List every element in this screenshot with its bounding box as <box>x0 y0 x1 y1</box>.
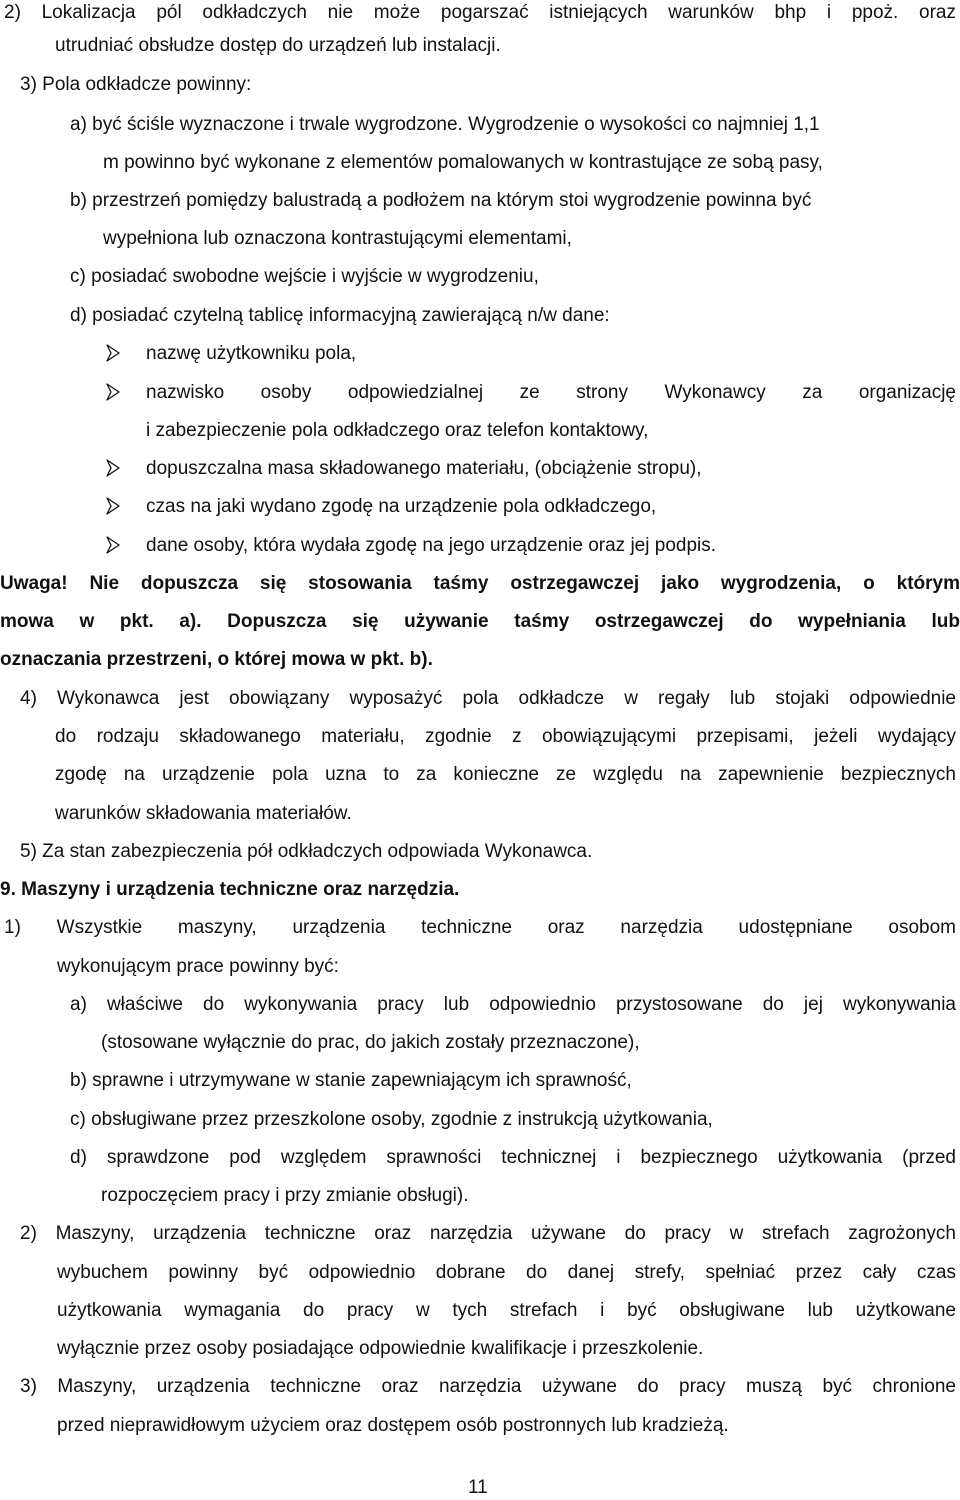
arrowhead-bullet-icon <box>106 383 120 401</box>
section-item-1d-line-2: rozpoczęciem pracy i przy zmianie obsługi). <box>101 1185 469 1206</box>
bullet-item-5: dane osoby, która wydała zgodę na jego urządzenie oraz jej podpis. <box>146 535 717 556</box>
item-3: 3) Pola odkładcze powinny: <box>20 74 252 95</box>
item-3a-line-2: m powinno być wykonane z elementów pomalowanych w kontrastujące ze sobą pasy, <box>103 152 823 173</box>
warning-line-2: mowa w pkt. a). Dopuszcza się używanie taśmy ostrzegawczej do wypełniania lub <box>0 611 960 632</box>
item-2-line-2: utrudniać obsłudze dostęp do urządzeń lub instalacji. <box>55 35 501 56</box>
item-3b-line-2: wypełniona lub oznaczona kontrastującymi elementami, <box>103 228 572 249</box>
item-4-line-4: warunków składowania materiałów. <box>55 803 352 824</box>
section-item-2-line-1: 2) Maszyny, urządzenia techniczne oraz narzędzia używane do pracy w strefach zagrożonych <box>20 1223 956 1244</box>
item-3a-line-1: a) być ściśle wyznaczone i trwale wygrodzone. Wygrodzenie o wysokości co najmniej 1,1 <box>70 114 820 135</box>
section-item-2-line-4: wyłącznie przez osoby posiadające odpowiednie kwalifikacje i przeszkolenie. <box>57 1338 704 1359</box>
bullet-item-3: dopuszczalna masa składowanego materiału, (obciążenie stropu), <box>146 458 702 479</box>
bullet-item-4: czas na jaki wydano zgodę na urządzenie pola odkładczego, <box>146 496 657 517</box>
bullet-item-1: nazwę użytkowniku pola, <box>146 343 357 364</box>
section-item-3-line-2: przed nieprawidłowym użyciem oraz dostępem osób postronnych lub kradzieżą. <box>57 1415 729 1436</box>
section-item-1-line-2: wykonującym prace powinny być: <box>57 956 339 977</box>
arrowhead-bullet-icon <box>106 344 120 362</box>
section-item-1-line-1: 1) Wszystkie maszyny, urządzenia techniczne oraz narzędzia udostępniane osobom <box>4 917 956 938</box>
section-heading: 9. Maszyny i urządzenia techniczne oraz narzędzia. <box>0 879 460 900</box>
section-item-1c: c) obsługiwane przez przeszkolone osoby, zgodnie z instrukcją użytkowania, <box>70 1109 713 1130</box>
section-item-1b: b) sprawne i utrzymywane w stanie zapewniającym ich sprawność, <box>70 1070 632 1091</box>
arrowhead-bullet-icon <box>106 459 120 477</box>
bullet-item-2-line-1: nazwisko osoby odpowiedzialnej ze strony Wykonawcy za organizację <box>146 382 956 403</box>
item-4-line-2: do rodzaju składowanego materiału, zgodnie z obowiązującymi przepisami, jeżeli wydający <box>55 726 956 747</box>
item-2-line-1: 2) Lokalizacja pól odkładczych nie może pogarszać istniejących warunków bhp i ppoż. oraz <box>4 2 956 23</box>
arrowhead-bullet-icon <box>106 536 120 554</box>
warning-line-1: Uwaga! Nie dopuszcza się stosowania taśmy ostrzegawczej jako wygrodzenia, o którym <box>0 573 960 594</box>
warning-line-3: oznaczania przestrzeni, o której mowa w pkt. b). <box>0 649 433 670</box>
item-4-line-3: zgodę na urządzenie pola uzna to za konieczne ze względu na zapewnienie bezpiecznych <box>55 764 956 785</box>
item-3d: d) posiadać czytelną tablicę informacyjną zawierającą n/w dane: <box>70 305 610 326</box>
page-number: 11 <box>468 1477 488 1498</box>
bullet-item-2-line-2: i zabezpieczenie pola odkładczego oraz telefon kontaktowy, <box>146 420 649 441</box>
item-4-line-1: 4) Wykonawca jest obowiązany wyposażyć pola odkładcze w regały lub stojaki odpowiednie <box>20 688 956 709</box>
item-5: 5) Za stan zabezpieczenia pół odkładczych odpowiada Wykonawca. <box>20 841 593 862</box>
section-item-1a-line-1: a) właściwe do wykonywania pracy lub odpowiednio przystosowane do jej wykonywania <box>70 994 956 1015</box>
section-item-1a-line-2: (stosowane wyłącznie do prac, do jakich zostały przeznaczone), <box>101 1032 640 1053</box>
section-item-3-line-1: 3) Maszyny, urządzenia techniczne oraz narzędzia używane do pracy muszą być chronione <box>20 1376 956 1397</box>
item-3c: c) posiadać swobodne wejście i wyjście w wygrodzeniu, <box>70 266 539 287</box>
arrowhead-bullet-icon <box>106 497 120 515</box>
item-3b-line-1: b) przestrzeń pomiędzy balustradą a podłożem na którym stoi wygrodzenie powinna być <box>70 190 812 211</box>
section-item-2-line-2: wybuchem powinny być odpowiednio dobrane do danej strefy, spełniać przez cały czas <box>57 1262 956 1283</box>
section-item-2-line-3: użytkowania wymagania do pracy w tych strefach i być obsługiwane lub użytkowane <box>57 1300 956 1321</box>
section-item-1d-line-1: d) sprawdzone pod względem sprawności technicznej i bezpiecznego użytkowania (przed <box>70 1147 956 1168</box>
